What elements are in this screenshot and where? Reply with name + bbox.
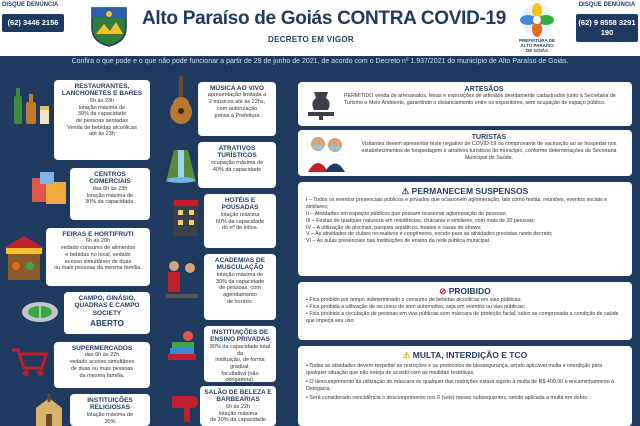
card-centros-line: das 6h às 23h	[92, 185, 128, 192]
card-religiosas-title: INSTITUIÇÕES RELIGIOSAS	[87, 397, 133, 412]
card-supermercados-line: da mesma família.	[79, 372, 125, 379]
proibido-item: • Fica proibida a utilização de recursos de som automotivo, seja em eventos ou vias públicas;	[306, 303, 526, 310]
multa-item-text: Será considerado reincidência o descumprimento nos 6 (seis) meses subsequentes, sendo aplicada a multa em dobro.	[309, 394, 589, 401]
disque-right-number-2: 190	[600, 28, 614, 38]
card-salao-line: de 30% da capacidade	[210, 417, 266, 424]
card-hoteis-pousadas	[204, 194, 276, 248]
disque-left-number: (62) 3446 2156	[2, 14, 64, 32]
card-ensino-line: facultativa (não	[221, 370, 259, 377]
suspensos-item: III – Festas de qualquer natureza em residências, chácaras e similares, com mais de 20 pessoas;	[306, 217, 536, 224]
card-campo-ginasio	[64, 292, 150, 334]
proibido-item-text: Fica proibido por tempo indeterminado o consumo de bebidas alcoólicas em vias públicas;	[309, 297, 522, 303]
intro-text: Confira o que pode e o que não pode funcionar a partir de 29 de junho de 2021, de acordo com o Decreto nº 1.937/2021 do município de Alto Paraíso de Goiás.	[71, 58, 569, 65]
stadium-icon	[20, 296, 60, 324]
card-supermercados-title: SUPERMERCADOS	[71, 345, 133, 352]
card-musica-line: com autorização	[216, 105, 258, 112]
card-restaurantes	[54, 80, 150, 160]
card-academias-line: de pessoas, com	[219, 285, 261, 292]
logo-line-1: PREFEITURA DE	[518, 38, 556, 44]
proibido-item: • Fica proibida a circulação de pessoas em vias públicas sem máscara de proteção facial, salvo se comprovada a condição de saúde que impeça seu uso.	[306, 310, 619, 324]
shopping-bags-icon	[30, 168, 70, 206]
card-atrativos-turisticos	[198, 142, 276, 188]
suspensos-header	[306, 186, 624, 197]
card-religiosas-line: lotação máxima de	[86, 411, 134, 418]
proibido-item-text: Fica proibida a circulação de pessoas em vias públicas sem máscara de proteção facial, salvo se comprovada a condição de saúde que impeça seu uso.	[306, 310, 619, 324]
card-restaurantes-line: 30% da capacidade	[77, 111, 127, 118]
card-atrativos-line: 40% da capacidade	[212, 166, 262, 173]
card-hoteis-line: lotação máxima	[220, 211, 260, 218]
market-stall-icon	[2, 234, 46, 282]
card-hoteis-line: do nº de leitos.	[221, 225, 259, 232]
card-academias	[204, 254, 276, 320]
card-hoteis-line: 60% da capacidade	[215, 218, 265, 225]
card-ensino-line: 30% da capacidade total da	[209, 343, 271, 357]
disque-denuncia-right	[576, 2, 638, 50]
card-salao-title: SALÃO DE BELEZA E BARBEARIAS	[204, 389, 272, 404]
card-centros-title: CENTROS COMERCIAIS	[89, 171, 131, 186]
panel-proibido	[298, 282, 632, 340]
card-ensino-line: instituição, de forma gradual,	[215, 357, 265, 371]
page-subtitle: DECRETO EM VIGOR	[268, 35, 354, 44]
warning-icon: ⚠	[401, 186, 410, 196]
card-academias-line: lotação máxima de	[216, 271, 264, 278]
card-supermercados	[54, 342, 150, 388]
card-restaurantes-title: RESTAURANTES, LANCHONETES E BARES	[61, 83, 143, 98]
card-restaurantes-line: Venda de bebidas alcoólicas	[67, 124, 137, 131]
card-hoteis-title: HOTÉIS E POUSADAS	[221, 197, 259, 212]
card-campo-title: CAMPO, GINÁSIO, QUADRAS E CAMPO SOCIETY	[74, 295, 140, 317]
proibido-item: • Fica proibido por tempo indeterminado o consumo de bebidas alcoólicas em vias públicas;	[306, 297, 522, 303]
multa-item: • Será considerado reincidência o descumprimento nos 6 (seis) meses subsequentes, sendo aplicada a multa em dobro.	[306, 394, 589, 401]
turistas-title: TURISTAS	[471, 134, 507, 141]
suspensos-item: I – Todos os eventos presenciais públicos e privados que ocasionem aglomeração, tais como festas, reuniões, eventos sociais e similares;	[306, 197, 608, 210]
disque-denuncia-left	[2, 2, 64, 50]
proibido-header	[306, 286, 624, 297]
disque-left-title: DISQUE DENÚNCIA	[2, 2, 59, 8]
card-academias-title: ACADEMIAS DE MUSCULAÇÃO	[214, 257, 266, 272]
card-instituicoes-religiosas	[70, 394, 150, 426]
card-supermercados-line: vedado acesso simultâneo	[69, 359, 135, 366]
artesaos-title: ARTESÃOS	[464, 86, 504, 93]
card-restaurantes-line: até às 23h	[89, 131, 115, 138]
card-salao-line: lotação máxima	[218, 410, 258, 417]
card-atrativos-line: ocupação máxima de	[210, 159, 264, 166]
suspensos-item: II – Atividades em espaços públicos que possam ocasionar aglomeração de pessoas;	[306, 210, 507, 217]
logo-line-2: ALTO PARAÍSO	[520, 43, 554, 49]
card-academias-line: agendamento	[223, 292, 257, 299]
card-salao-beleza	[200, 386, 276, 426]
church-icon	[32, 394, 66, 426]
disque-right-numbers	[576, 14, 638, 42]
page-title: Alto Paraíso de Goiás CONTRA COVID-19	[142, 8, 507, 29]
card-restaurantes-line: lotação máxima de	[78, 104, 126, 111]
flower-logo-icon	[512, 2, 562, 38]
card-feiras-line: 6h às 20h	[85, 238, 111, 245]
shopping-cart-icon	[10, 346, 50, 378]
multa-item-text: Todas as atividades devem respeitar as restrições e os protocolos de biossegurança, sendo aplicável multa e interdição para qualquer situação que não esteja de acordo com as medidas restritivas.	[306, 363, 603, 376]
turistas-line: estabelecimentos de hospedagem e atrativos turísticos do município, conforme determinações da Secretaria Municipal de Saúde.	[361, 147, 617, 161]
card-atrativos-title: ATRATIVOS TURÍSTICOS	[217, 145, 257, 160]
hair-dryer-icon	[170, 390, 200, 424]
multa-title: MULTA, INTERDIÇÃO E TCO	[412, 350, 528, 360]
card-feiras-title: FEIRAS E HORTIFRUTI	[62, 231, 134, 238]
card-academias-line: 30% da capacidade	[215, 278, 265, 285]
logo-line-3: DE GOIÁS	[525, 48, 548, 54]
card-feiras-hortifruti	[46, 228, 150, 286]
panel-turistas	[298, 130, 632, 176]
proibido-title: PROIBIDO	[448, 286, 491, 296]
panel-permanecem-suspensos	[298, 182, 632, 276]
disque-right-number-1: (62) 9 8558 3291	[578, 18, 636, 27]
proibido-item-text: Fica proibida a utilização de recursos de som automotivo, seja em eventos ou vias públicas;	[309, 303, 526, 310]
header	[0, 0, 640, 56]
prohibited-icon: ⊘	[439, 286, 447, 296]
card-salao-line: 6h às 22h	[225, 403, 251, 410]
suspensos-item: IV – A utilização de piscinas, parques aquáticos, boates e casas de shows;	[306, 224, 482, 231]
artesaos-text: PERMITIDO venda de artesanatos, feiras e exposições de artesãos devidamente cadastrados junto à Secretaria de Turismo e Meio Ambiente, garantindo o distanciamento entre os expositores, sem ocupação de espaço público.	[344, 93, 616, 106]
pottery-wheel-icon	[306, 88, 336, 120]
suspensos-item: V – As atividades de clubes recreativos e congêneres, exceto para as atividades previstas neste decreto;	[306, 231, 553, 238]
card-supermercados-line: das 6h às 22h	[84, 352, 120, 359]
multa-header	[306, 350, 624, 361]
multa-item-text: O descumprimento da utilização de máscara ou qualquer das restrições estará sujeito à multa de R$ 400,00 e encaminhamento à Delegacia.	[306, 378, 615, 392]
card-centros-line: lotação máxima de	[86, 192, 134, 199]
card-restaurantes-line: de pessoas sentadas	[76, 118, 128, 125]
turistas-line: Visitantes devem apresentar teste negativo de COVID-19 ou comprovante de vacinação ao se hospedar nos	[361, 141, 617, 147]
card-academias-line: de horário.	[226, 298, 254, 305]
card-feiras-line: vedado consumo de alimentos	[60, 245, 136, 252]
card-feiras-line: e bebidas no local, vedado	[65, 251, 131, 258]
card-centros-comerciais	[70, 168, 150, 220]
disque-right-title: DISQUE DENÚNCIA	[578, 2, 636, 8]
gym-people-icon	[162, 258, 202, 306]
suspensos-item: VI – As aulas presenciais nas instituições de ensino da rede pública municipal.	[306, 238, 491, 245]
panel-artesaos	[298, 82, 632, 126]
municipal-crest-icon	[88, 4, 130, 48]
guitar-icon	[166, 74, 196, 126]
card-religiosas-line: 30%	[104, 418, 116, 425]
card-musica-line: 2 músicos até às 22hs,	[208, 99, 266, 106]
logo-text	[512, 39, 562, 54]
card-musica-line: apresentação limitada a	[207, 92, 267, 99]
multa-item: • O descumprimento da utilização de máscara ou qualquer das restrições estará sujeito à multa de R$ 400,00 e encaminhamento à Delegacia.	[306, 378, 615, 392]
suspensos-title: PERMANECEM SUSPENSOS	[411, 186, 529, 196]
card-campo-status: ABERTO	[90, 319, 124, 329]
card-feiras-line: acesso simultâneo de duas	[64, 258, 132, 265]
prefeitura-logo	[512, 2, 562, 54]
books-icon	[166, 330, 200, 368]
warning-icon: ⚠	[402, 350, 411, 360]
card-ensino-line: obrigatória).	[225, 377, 255, 384]
tourists-masked-icon	[304, 134, 348, 172]
card-centros-line: 30% da capacidade.	[85, 199, 135, 206]
card-instituicoes-ensino	[204, 326, 276, 382]
bottles-icon	[10, 82, 54, 128]
waterfall-icon	[164, 144, 198, 184]
card-feiras-line: ou mais pessoas da mesma família.	[54, 265, 142, 272]
panel-multa-interdicao	[298, 346, 632, 426]
card-musica-title: MÚSICA AO VIVO	[209, 85, 265, 92]
card-restaurantes-line: 6h às 23h	[89, 97, 115, 104]
multa-item: • Todas as atividades devem respeitar as restrições e os protocolos de biossegurança, sendo aplicável multa e interdição para qualquer situação que não esteja de acordo com as medidas restritivas.	[306, 363, 603, 376]
card-supermercados-line: de duas ou mais pessoas	[70, 365, 134, 372]
card-musica-line: prévia à Prefeitura	[214, 112, 260, 119]
card-musica-ao-vivo	[198, 82, 276, 136]
card-ensino-title: INSTITUIÇÕES DE ENSINO PRIVADAS	[210, 329, 270, 344]
hotel-building-icon	[172, 196, 200, 236]
